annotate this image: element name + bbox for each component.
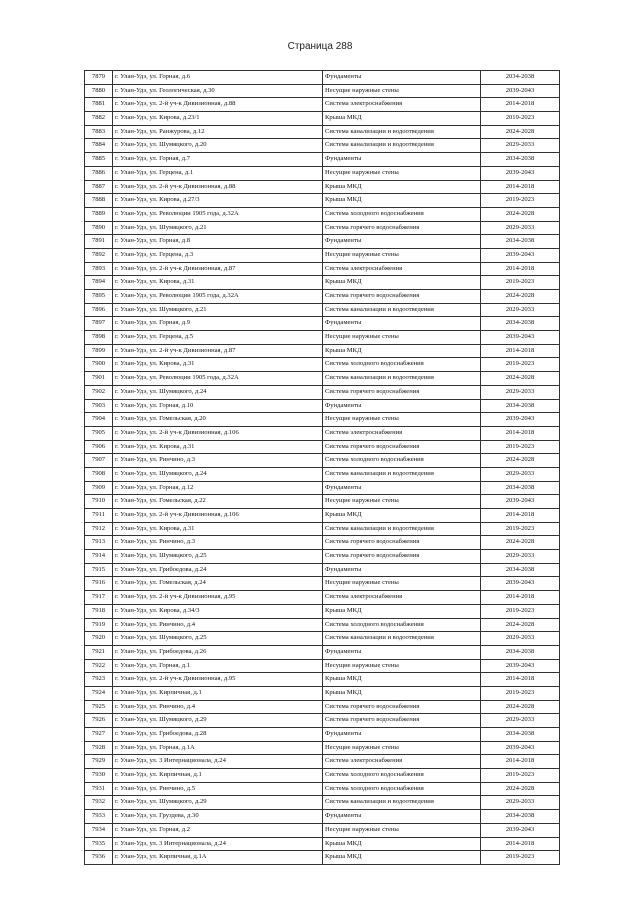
period-cell: 2024-2028: [481, 618, 560, 632]
table-row: [85, 700, 560, 714]
period-cell: 2029-2033: [481, 632, 560, 646]
period-cell: 2019-2023: [481, 440, 560, 454]
table-row: [85, 235, 560, 249]
system-cell: Система горячего водоснабжения: [323, 536, 481, 550]
row-number-cell: 7907: [85, 454, 113, 468]
system-cell: Крыша МКД: [323, 604, 481, 618]
period-cell: 2014-2018: [481, 673, 560, 687]
period-cell: 2039-2043: [481, 659, 560, 673]
table-row: [85, 741, 560, 755]
period-cell: 2034-2038: [481, 153, 560, 167]
system-cell: Фундаменты: [323, 728, 481, 742]
system-cell: Крыша МКД: [323, 194, 481, 208]
row-number-cell: 7898: [85, 331, 113, 345]
period-cell: 2029-2033: [481, 303, 560, 317]
address-cell: г. Улан-Удэ, ул. Горная, д.6: [113, 71, 323, 85]
period-cell: 2014-2018: [481, 98, 560, 112]
address-cell: г. Улан-Удэ, ул. Горная, д.7: [113, 153, 323, 167]
address-cell: г. Улан-Удэ, ул. Ранжурова, д.12: [113, 125, 323, 139]
period-cell: 2034-2038: [481, 810, 560, 824]
address-cell: г. Улан-Удэ, ул. Геологическая, д.30: [113, 84, 323, 98]
address-cell: г. Улан-Удэ, ул. Ринчино, д.4: [113, 618, 323, 632]
period-cell: 2019-2023: [481, 686, 560, 700]
registry-table-body: [85, 71, 560, 865]
address-cell: г. Улан-Удэ, ул. Горная, д.1: [113, 659, 323, 673]
table-row: [85, 645, 560, 659]
table-row: [85, 495, 560, 509]
row-number-cell: 7926: [85, 714, 113, 728]
row-number-cell: 7919: [85, 618, 113, 632]
table-row: [85, 166, 560, 180]
address-cell: г. Улан-Удэ, ул. 3 Интернационала, д.24: [113, 837, 323, 851]
system-cell: Несущие наружные стены: [323, 166, 481, 180]
address-cell: г. Улан-Удэ, ул. 2-й уч-к Дивизионная, д.87: [113, 262, 323, 276]
table-row: [85, 358, 560, 372]
system-cell: Несущие наружные стены: [323, 84, 481, 98]
table-row: [85, 632, 560, 646]
period-cell: 2024-2028: [481, 125, 560, 139]
table-row: [85, 454, 560, 468]
table-row: [85, 440, 560, 454]
row-number-cell: 7890: [85, 221, 113, 235]
period-cell: 2039-2043: [481, 331, 560, 345]
table-row: [85, 522, 560, 536]
table-row: [85, 673, 560, 687]
system-cell: Система электроснабжения: [323, 426, 481, 440]
address-cell: г. Улан-Удэ, ул. Ринчино, д.5: [113, 782, 323, 796]
address-cell: г. Улан-Удэ, ул. Ринчино, д.3: [113, 454, 323, 468]
system-cell: Система холодного водоснабжения: [323, 207, 481, 221]
table-row: [85, 563, 560, 577]
system-cell: Система горячего водоснабжения: [323, 290, 481, 304]
period-cell: 2034-2038: [481, 399, 560, 413]
address-cell: г. Улан-Удэ, ул. 3 Интернационала, д.24: [113, 755, 323, 769]
system-cell: Крыша МКД: [323, 509, 481, 523]
system-cell: Система канализации и водоотведения: [323, 632, 481, 646]
row-number-cell: 7930: [85, 769, 113, 783]
address-cell: г. Улан-Удэ, ул. Кирова, д.31: [113, 522, 323, 536]
address-cell: г. Улан-Удэ, ул. Шумяцкого, д.24: [113, 385, 323, 399]
table-row: [85, 385, 560, 399]
system-cell: Система канализации и водоотведения: [323, 125, 481, 139]
address-cell: г. Улан-Удэ, ул. Шумяцкого, д.21: [113, 221, 323, 235]
row-number-cell: 7903: [85, 399, 113, 413]
system-cell: Несущие наружные стены: [323, 413, 481, 427]
period-cell: 2029-2033: [481, 550, 560, 564]
period-cell: 2019-2023: [481, 276, 560, 290]
row-number-cell: 7901: [85, 372, 113, 386]
address-cell: г. Улан-Удэ, ул. Шумяцкого, д.29: [113, 796, 323, 810]
row-number-cell: 7884: [85, 139, 113, 153]
row-number-cell: 7883: [85, 125, 113, 139]
address-cell: г. Улан-Удэ, ул. Революции 1905 года, д.32А: [113, 207, 323, 221]
row-number-cell: 7894: [85, 276, 113, 290]
table-row: [85, 591, 560, 605]
period-cell: 2014-2018: [481, 180, 560, 194]
period-cell: 2039-2043: [481, 248, 560, 262]
period-cell: 2024-2028: [481, 290, 560, 304]
system-cell: Несущие наружные стены: [323, 495, 481, 509]
table-row: [85, 71, 560, 85]
address-cell: г. Улан-Удэ, ул. Шумяцкого, д.25: [113, 632, 323, 646]
period-cell: 2019-2023: [481, 358, 560, 372]
row-number-cell: 7915: [85, 563, 113, 577]
row-number-cell: 7888: [85, 194, 113, 208]
address-cell: г. Улан-Удэ, ул. Ринчино, д.4: [113, 700, 323, 714]
period-cell: 2014-2018: [481, 509, 560, 523]
period-cell: 2039-2043: [481, 495, 560, 509]
table-row: [85, 84, 560, 98]
system-cell: Система горячего водоснабжения: [323, 550, 481, 564]
period-cell: 2024-2028: [481, 700, 560, 714]
system-cell: Система холодного водоснабжения: [323, 618, 481, 632]
period-cell: 2029-2033: [481, 467, 560, 481]
period-cell: 2034-2038: [481, 317, 560, 331]
row-number-cell: 7916: [85, 577, 113, 591]
row-number-cell: 7906: [85, 440, 113, 454]
table-row: [85, 98, 560, 112]
address-cell: г. Улан-Удэ, ул. Кирпичная, д.1: [113, 686, 323, 700]
system-cell: Крыша МКД: [323, 851, 481, 865]
address-cell: г. Улан-Удэ, ул. 2-й уч-к Дивизионная, д.88: [113, 180, 323, 194]
system-cell: Несущие наружные стены: [323, 659, 481, 673]
address-cell: г. Улан-Удэ, ул. 2-й уч-к Дивизионная, д.87: [113, 344, 323, 358]
table-row: [85, 851, 560, 865]
row-number-cell: 7908: [85, 467, 113, 481]
row-number-cell: 7899: [85, 344, 113, 358]
system-cell: Система холодного водоснабжения: [323, 358, 481, 372]
table-row: [85, 810, 560, 824]
period-cell: 2019-2023: [481, 769, 560, 783]
row-number-cell: 7885: [85, 153, 113, 167]
system-cell: Система канализации и водоотведения: [323, 467, 481, 481]
row-number-cell: 7882: [85, 112, 113, 126]
row-number-cell: 7920: [85, 632, 113, 646]
system-cell: Система электроснабжения: [323, 262, 481, 276]
table-row: [85, 714, 560, 728]
table-row: [85, 317, 560, 331]
table-row: [85, 303, 560, 317]
system-cell: Система электроснабжения: [323, 755, 481, 769]
address-cell: г. Улан-Удэ, ул. Шумяцкого, д.25: [113, 550, 323, 564]
row-number-cell: 7911: [85, 509, 113, 523]
row-number-cell: 7896: [85, 303, 113, 317]
address-cell: г. Улан-Удэ, ул. Горная, д.10: [113, 399, 323, 413]
system-cell: Фундаменты: [323, 235, 481, 249]
address-cell: г. Улан-Удэ, ул. Груздева, д.30: [113, 810, 323, 824]
address-cell: г. Улан-Удэ, ул. Революции 1905 года, д.32А: [113, 290, 323, 304]
row-number-cell: 7880: [85, 84, 113, 98]
table-row: [85, 659, 560, 673]
period-cell: 2014-2018: [481, 755, 560, 769]
table-row: [85, 509, 560, 523]
system-cell: Фундаменты: [323, 317, 481, 331]
address-cell: г. Улан-Удэ, ул. Гомельская, д.24: [113, 577, 323, 591]
row-number-cell: 7892: [85, 248, 113, 262]
address-cell: г. Улан-Удэ, ул. Ринчино, д.3: [113, 536, 323, 550]
system-cell: Фундаменты: [323, 71, 481, 85]
address-cell: г. Улан-Удэ, ул. Кирпичная, д.1: [113, 769, 323, 783]
period-cell: 2024-2028: [481, 207, 560, 221]
system-cell: Система электроснабжения: [323, 98, 481, 112]
system-cell: Система канализации и водоотведения: [323, 303, 481, 317]
table-row: [85, 604, 560, 618]
table-row: [85, 467, 560, 481]
row-number-cell: 7891: [85, 235, 113, 249]
row-number-cell: 7912: [85, 522, 113, 536]
table-row: [85, 426, 560, 440]
period-cell: 2014-2018: [481, 591, 560, 605]
row-number-cell: 7887: [85, 180, 113, 194]
system-cell: Система горячего водоснабжения: [323, 221, 481, 235]
address-cell: г. Улан-Удэ, ул. 2-й уч-к Дивизионная, д.106: [113, 509, 323, 523]
table-row: [85, 686, 560, 700]
row-number-cell: 7918: [85, 604, 113, 618]
row-number-cell: 7928: [85, 741, 113, 755]
period-cell: 2024-2028: [481, 454, 560, 468]
period-cell: 2019-2023: [481, 604, 560, 618]
period-cell: 2039-2043: [481, 741, 560, 755]
period-cell: 2024-2028: [481, 536, 560, 550]
system-cell: Система горячего водоснабжения: [323, 385, 481, 399]
system-cell: Система горячего водоснабжения: [323, 700, 481, 714]
table-row: [85, 618, 560, 632]
row-number-cell: 7923: [85, 673, 113, 687]
address-cell: г. Улан-Удэ, ул. Кирпичная, д.1А: [113, 851, 323, 865]
system-cell: Система горячего водоснабжения: [323, 714, 481, 728]
period-cell: 2029-2033: [481, 139, 560, 153]
system-cell: Несущие наружные стены: [323, 248, 481, 262]
system-cell: Фундаменты: [323, 810, 481, 824]
period-cell: 2019-2023: [481, 112, 560, 126]
table-row: [85, 207, 560, 221]
system-cell: Система канализации и водоотведения: [323, 139, 481, 153]
address-cell: г. Улан-Удэ, ул. Грибоедова, д.28: [113, 728, 323, 742]
row-number-cell: 7881: [85, 98, 113, 112]
address-cell: г. Улан-Удэ, ул. 2-й уч-к Дивизионная, д.95: [113, 673, 323, 687]
row-number-cell: 7893: [85, 262, 113, 276]
system-cell: Несущие наружные стены: [323, 577, 481, 591]
period-cell: 2034-2038: [481, 645, 560, 659]
row-number-cell: 7935: [85, 837, 113, 851]
address-cell: г. Улан-Удэ, ул. Кирова, д.31: [113, 276, 323, 290]
address-cell: г. Улан-Удэ, ул. Кирова, д.31: [113, 440, 323, 454]
row-number-cell: 7889: [85, 207, 113, 221]
address-cell: г. Улан-Удэ, ул. 2-й уч-к Дивизионная, д.106: [113, 426, 323, 440]
period-cell: 2019-2023: [481, 522, 560, 536]
table-row: [85, 413, 560, 427]
address-cell: г. Улан-Удэ, ул. Горная, д.8: [113, 235, 323, 249]
row-number-cell: 7910: [85, 495, 113, 509]
address-cell: г. Улан-Удэ, ул. Гомельская, д.20: [113, 413, 323, 427]
address-cell: г. Улан-Удэ, ул. Кирова, д.23/1: [113, 112, 323, 126]
period-cell: 2034-2038: [481, 235, 560, 249]
address-cell: г. Улан-Удэ, ул. Горная, д.12: [113, 481, 323, 495]
system-cell: Крыша МКД: [323, 112, 481, 126]
table-row: [85, 372, 560, 386]
address-cell: г. Улан-Удэ, ул. Революции 1905 года, д.32А: [113, 372, 323, 386]
address-cell: г. Улан-Удэ, ул. Герцена, д.3: [113, 248, 323, 262]
table-row: [85, 536, 560, 550]
period-cell: 2014-2018: [481, 426, 560, 440]
period-cell: 2014-2018: [481, 262, 560, 276]
table-row: [85, 550, 560, 564]
table-row: [85, 290, 560, 304]
table-row: [85, 837, 560, 851]
system-cell: Крыша МКД: [323, 276, 481, 290]
period-cell: 2019-2023: [481, 194, 560, 208]
table-row: [85, 139, 560, 153]
period-cell: 2029-2033: [481, 796, 560, 810]
system-cell: Несущие наружные стены: [323, 331, 481, 345]
row-number-cell: 7927: [85, 728, 113, 742]
address-cell: г. Улан-Удэ, ул. Шумяцкого, д.29: [113, 714, 323, 728]
row-number-cell: 7902: [85, 385, 113, 399]
system-cell: Фундаменты: [323, 481, 481, 495]
address-cell: г. Улан-Удэ, ул. Кирова, д.31: [113, 358, 323, 372]
row-number-cell: 7936: [85, 851, 113, 865]
system-cell: Фундаменты: [323, 399, 481, 413]
row-number-cell: 7905: [85, 426, 113, 440]
table-row: [85, 112, 560, 126]
address-cell: г. Улан-Удэ, ул. Кирова, д.27/3: [113, 194, 323, 208]
system-cell: Система холодного водоснабжения: [323, 782, 481, 796]
period-cell: 2039-2043: [481, 413, 560, 427]
row-number-cell: 7933: [85, 810, 113, 824]
period-cell: 2014-2018: [481, 344, 560, 358]
period-cell: 2029-2033: [481, 385, 560, 399]
row-number-cell: 7909: [85, 481, 113, 495]
address-cell: г. Улан-Удэ, ул. Кирова, д.34/3: [113, 604, 323, 618]
system-cell: Крыша МКД: [323, 837, 481, 851]
period-cell: 2024-2028: [481, 782, 560, 796]
period-cell: 2034-2038: [481, 563, 560, 577]
period-cell: 2034-2038: [481, 728, 560, 742]
table-row: [85, 331, 560, 345]
system-cell: Фундаменты: [323, 153, 481, 167]
period-cell: 2014-2018: [481, 837, 560, 851]
address-cell: г. Улан-Удэ, ул. Шумяцкого, д.20: [113, 139, 323, 153]
row-number-cell: 7921: [85, 645, 113, 659]
table-row: [85, 577, 560, 591]
address-cell: г. Улан-Удэ, ул. Шумяцкого, д.24: [113, 467, 323, 481]
address-cell: г. Улан-Удэ, ул. Герцена, д.5: [113, 331, 323, 345]
table-row: [85, 796, 560, 810]
system-cell: Система канализации и водоотведения: [323, 372, 481, 386]
address-cell: г. Улан-Удэ, ул. Горная, д.1А: [113, 741, 323, 755]
system-cell: Система холодного водоснабжения: [323, 769, 481, 783]
system-cell: Крыша МКД: [323, 686, 481, 700]
address-cell: г. Улан-Удэ, ул. Горная, д.2: [113, 823, 323, 837]
row-number-cell: 7895: [85, 290, 113, 304]
table-row: [85, 153, 560, 167]
period-cell: 2039-2043: [481, 823, 560, 837]
address-cell: г. Улан-Удэ, ул. Грибоедова, д.26: [113, 645, 323, 659]
system-cell: Крыша МКД: [323, 344, 481, 358]
system-cell: Фундаменты: [323, 645, 481, 659]
row-number-cell: 7931: [85, 782, 113, 796]
system-cell: Несущие наружные стены: [323, 823, 481, 837]
address-cell: г. Улан-Удэ, ул. 2-й уч-к Дивизионная, д.88: [113, 98, 323, 112]
table-row: [85, 728, 560, 742]
table-row: [85, 769, 560, 783]
period-cell: 2039-2043: [481, 166, 560, 180]
table-row: [85, 262, 560, 276]
table-row: [85, 180, 560, 194]
row-number-cell: 7897: [85, 317, 113, 331]
system-cell: Система электроснабжения: [323, 591, 481, 605]
period-cell: 2029-2033: [481, 714, 560, 728]
row-number-cell: 7922: [85, 659, 113, 673]
table-row: [85, 755, 560, 769]
system-cell: Система канализации и водоотведения: [323, 522, 481, 536]
address-cell: г. Улан-Удэ, ул. Герцена, д.1: [113, 166, 323, 180]
row-number-cell: 7932: [85, 796, 113, 810]
table-row: [85, 248, 560, 262]
table-row: [85, 782, 560, 796]
table-row: [85, 481, 560, 495]
system-cell: Крыша МКД: [323, 180, 481, 194]
row-number-cell: 7886: [85, 166, 113, 180]
period-cell: 2039-2043: [481, 577, 560, 591]
table-row: [85, 399, 560, 413]
address-cell: г. Улан-Удэ, ул. Грибоедова, д.24: [113, 563, 323, 577]
row-number-cell: 7904: [85, 413, 113, 427]
table-row: [85, 125, 560, 139]
row-number-cell: 7925: [85, 700, 113, 714]
row-number-cell: 7929: [85, 755, 113, 769]
row-number-cell: 7913: [85, 536, 113, 550]
row-number-cell: 7917: [85, 591, 113, 605]
period-cell: 2034-2038: [481, 481, 560, 495]
table-row: [85, 823, 560, 837]
system-cell: Система горячего водоснабжения: [323, 440, 481, 454]
table-row: [85, 344, 560, 358]
address-cell: г. Улан-Удэ, ул. Шумяцкого, д.21: [113, 303, 323, 317]
table-row: [85, 194, 560, 208]
system-cell: Несущие наружные стены: [323, 741, 481, 755]
system-cell: Система холодного водоснабжения: [323, 454, 481, 468]
address-cell: г. Улан-Удэ, ул. Гомельская, д.22: [113, 495, 323, 509]
row-number-cell: 7934: [85, 823, 113, 837]
table-row: [85, 276, 560, 290]
period-cell: 2029-2033: [481, 221, 560, 235]
row-number-cell: 7924: [85, 686, 113, 700]
row-number-cell: 7879: [85, 71, 113, 85]
page-number-header: Страница 288: [287, 41, 353, 52]
period-cell: 2034-2038: [481, 71, 560, 85]
period-cell: 2039-2043: [481, 84, 560, 98]
registry-table: [84, 70, 560, 865]
address-cell: г. Улан-Удэ, ул. Горная, д.9: [113, 317, 323, 331]
table-row: [85, 221, 560, 235]
period-cell: 2019-2023: [481, 851, 560, 865]
address-cell: г. Улан-Удэ, ул. 2-й уч-к Дивизионная, д.95: [113, 591, 323, 605]
row-number-cell: 7914: [85, 550, 113, 564]
system-cell: Фундаменты: [323, 563, 481, 577]
system-cell: Система канализации и водоотведения: [323, 796, 481, 810]
system-cell: Крыша МКД: [323, 673, 481, 687]
period-cell: 2024-2028: [481, 372, 560, 386]
row-number-cell: 7900: [85, 358, 113, 372]
